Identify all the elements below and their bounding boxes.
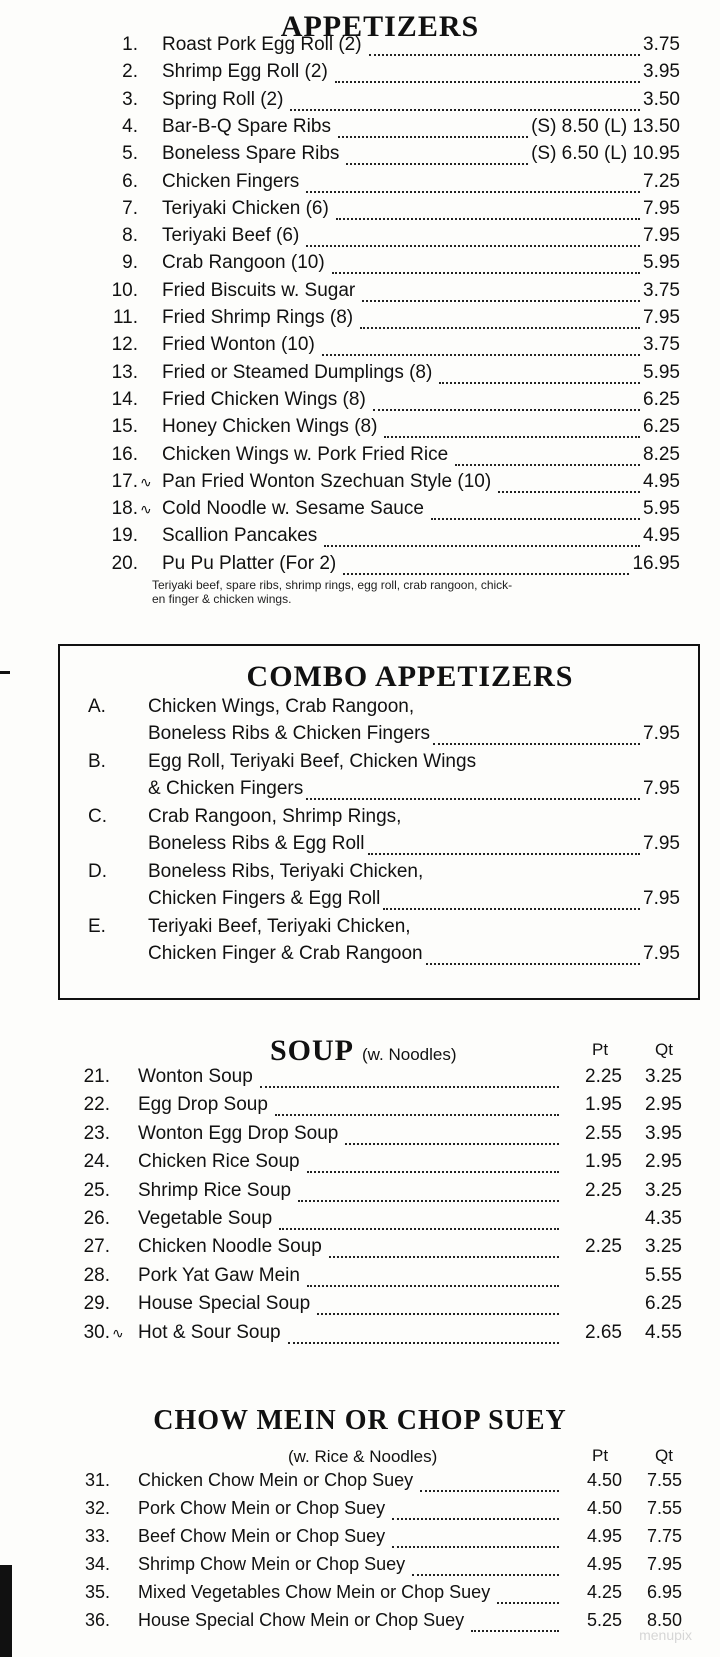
leader-dots bbox=[360, 326, 640, 329]
item-name: Chicken Chow Mein or Chop Suey bbox=[138, 1470, 414, 1490]
combo-item-line2 bbox=[148, 888, 680, 914]
item-number: 22. bbox=[83, 1094, 110, 1116]
item-number: 34. bbox=[84, 1554, 110, 1574]
leader-dots bbox=[345, 1142, 559, 1145]
item-price: 4.95 bbox=[643, 525, 680, 547]
item-price: 4.95 bbox=[643, 470, 680, 492]
hot-pepper-icon: ∿ bbox=[112, 1324, 122, 1341]
combo-desc-line2: & Chicken Fingers bbox=[148, 778, 304, 799]
item-number: 18. bbox=[111, 498, 138, 520]
item-number: 6. bbox=[122, 170, 138, 192]
combo-letter: D. bbox=[88, 861, 107, 882]
item-name: Chicken Wings w. Pork Fried Rice bbox=[162, 443, 449, 465]
soup-subtitle: (w. Noodles) bbox=[362, 1045, 457, 1064]
item-name: Hot & Sour Soup bbox=[138, 1321, 281, 1343]
pint-price: 2.25 bbox=[585, 1236, 622, 1258]
appetizers-title: APPETIZERS bbox=[280, 10, 480, 43]
quart-price: 7.55 bbox=[646, 1470, 682, 1490]
pint-price: 4.95 bbox=[586, 1526, 622, 1546]
item-price: 6.25 bbox=[643, 416, 680, 438]
menu-item-row bbox=[70, 1582, 682, 1608]
combo-desc-line2: Boneless Ribs & Egg Roll bbox=[148, 833, 365, 854]
menu-item-row bbox=[90, 116, 680, 142]
item-name: Fried Shrimp Rings (8) bbox=[162, 307, 354, 328]
menu-item-row bbox=[70, 1094, 682, 1120]
combo-price: 7.95 bbox=[643, 723, 680, 744]
item-price: 5.95 bbox=[643, 498, 680, 520]
leader-dots bbox=[362, 299, 640, 302]
combo-item-line2 bbox=[148, 833, 680, 859]
leader-dots bbox=[332, 271, 640, 274]
combo-item-line2 bbox=[148, 778, 680, 804]
quart-price: 4.55 bbox=[645, 1321, 682, 1343]
menu-item-row bbox=[70, 1123, 682, 1149]
combo-item-line1 bbox=[88, 861, 423, 887]
spicy-slot bbox=[138, 498, 152, 520]
menu-item-row bbox=[90, 416, 680, 442]
item-number: 2. bbox=[122, 61, 138, 83]
item-price: 3.75 bbox=[643, 279, 680, 301]
item-number: 19. bbox=[111, 525, 138, 547]
quart-price: 3.25 bbox=[645, 1236, 682, 1258]
item-name: Beef Chow Mein or Chop Suey bbox=[138, 1526, 386, 1546]
item-name: Bar-B-Q Spare Ribs bbox=[162, 115, 331, 137]
item-number: 29. bbox=[83, 1293, 110, 1315]
item-name: Egg Drop Soup bbox=[138, 1094, 268, 1116]
item-number: 26. bbox=[83, 1208, 110, 1229]
combo-item-line2 bbox=[148, 943, 680, 969]
item-name: Scallion Pancakes bbox=[162, 525, 318, 547]
item-name: Shrimp Rice Soup bbox=[138, 1179, 292, 1201]
item-price: 7.95 bbox=[643, 197, 680, 219]
item-name: Wonton Soup bbox=[138, 1066, 253, 1087]
quart-price: 3.25 bbox=[645, 1179, 682, 1201]
item-name: Fried Chicken Wings (8) bbox=[162, 388, 366, 410]
combo-price: 7.95 bbox=[643, 943, 680, 964]
chowmein-col-pt: Pt bbox=[592, 1446, 609, 1465]
soup-col-qt: Qt bbox=[655, 1040, 673, 1059]
combo-desc-line1: Chicken Wings, Crab Rangoon, bbox=[148, 696, 415, 717]
item-number: 3. bbox=[122, 88, 138, 110]
menu-item-row bbox=[90, 198, 680, 224]
combo-desc-line1: Crab Rangoon, Shrimp Rings, bbox=[148, 806, 402, 827]
leader-dots bbox=[392, 1517, 559, 1520]
combo-desc-line1: Egg Roll, Teriyaki Beef, Chicken Wings bbox=[148, 751, 477, 772]
chowmein-col-qt: Qt bbox=[655, 1446, 673, 1465]
leader-dots bbox=[288, 1341, 559, 1344]
menu-item-row bbox=[90, 143, 680, 169]
pint-price: 1.95 bbox=[585, 1151, 622, 1173]
combo-desc-line1: Boneless Ribs, Teriyaki Chicken, bbox=[148, 861, 424, 882]
leader-dots bbox=[306, 797, 640, 800]
leader-dots bbox=[455, 463, 640, 466]
menu-item-row bbox=[70, 1265, 682, 1291]
pint-price: 2.65 bbox=[585, 1321, 622, 1343]
hot-pepper-icon: ∿ bbox=[140, 473, 150, 490]
combo-letter: C. bbox=[88, 806, 107, 827]
menu-item-row bbox=[70, 1066, 682, 1092]
item-number: 4. bbox=[122, 115, 138, 137]
soup-col-pt: Pt bbox=[592, 1040, 609, 1059]
leader-dots bbox=[338, 135, 528, 138]
item-name: House Special Chow Mein or Chop Suey bbox=[138, 1610, 465, 1630]
menu-item-row bbox=[90, 334, 680, 360]
item-number: 25. bbox=[83, 1179, 110, 1201]
combo-price: 7.95 bbox=[643, 833, 680, 854]
menu-item-row bbox=[70, 1322, 682, 1348]
menu-item-row bbox=[70, 1470, 682, 1496]
item-number: 35. bbox=[84, 1582, 110, 1602]
leader-dots bbox=[426, 962, 640, 965]
pint-price: 4.95 bbox=[586, 1554, 622, 1574]
hot-pepper-icon: ∿ bbox=[140, 501, 150, 518]
item-number: 13. bbox=[111, 361, 138, 383]
item-number: 27. bbox=[83, 1236, 110, 1258]
item-price: 3.75 bbox=[643, 34, 680, 55]
quart-price: 2.95 bbox=[645, 1094, 682, 1116]
combo-title: COMBO APPETIZERS bbox=[246, 660, 574, 693]
leader-dots bbox=[431, 517, 640, 520]
item-number: 30. bbox=[83, 1321, 110, 1343]
combo-price: 7.95 bbox=[643, 778, 680, 799]
item-price: (S) 8.50 (L) 13.50 bbox=[531, 115, 680, 137]
menu-item-row bbox=[90, 34, 680, 60]
combo-desc-line2: Boneless Ribs & Chicken Fingers bbox=[148, 723, 430, 744]
leader-dots bbox=[307, 1284, 559, 1287]
quart-price: 3.25 bbox=[645, 1066, 682, 1087]
leader-dots bbox=[324, 544, 640, 547]
item-number: 33. bbox=[84, 1526, 110, 1546]
menu-item-row bbox=[70, 1498, 682, 1524]
item-number: 17. bbox=[111, 470, 138, 492]
menu-item-row bbox=[70, 1554, 682, 1580]
item-price: 3.95 bbox=[643, 61, 680, 83]
item-name: Fried Biscuits w. Sugar bbox=[162, 279, 356, 301]
menu-item-row bbox=[70, 1180, 682, 1206]
leader-dots bbox=[373, 408, 640, 411]
item-number: 8. bbox=[122, 225, 138, 247]
leader-dots bbox=[275, 1113, 559, 1116]
item-number: 15. bbox=[111, 416, 138, 438]
item-number: 16. bbox=[111, 443, 138, 465]
item-number: 20. bbox=[111, 552, 138, 574]
combo-letter: A. bbox=[88, 696, 106, 717]
item-name: Pan Fried Wonton Szechuan Style (10) bbox=[162, 470, 492, 492]
item-price: 5.95 bbox=[643, 252, 680, 274]
item-price: 8.25 bbox=[643, 443, 680, 465]
menu-item-row bbox=[90, 252, 680, 278]
menu-item-row bbox=[70, 1151, 682, 1177]
leader-dots bbox=[317, 1312, 559, 1315]
item-price: 7.95 bbox=[643, 307, 680, 328]
item-name: Honey Chicken Wings (8) bbox=[162, 416, 378, 438]
leader-dots bbox=[346, 162, 528, 165]
menu-item-row bbox=[90, 525, 680, 551]
item-price: 7.25 bbox=[643, 170, 680, 192]
item-name: Chicken Noodle Soup bbox=[138, 1236, 322, 1258]
item-price: (S) 6.50 (L) 10.95 bbox=[531, 143, 680, 165]
item-name: Cold Noodle w. Sesame Sauce bbox=[162, 498, 424, 520]
item-number: 21. bbox=[83, 1066, 110, 1087]
menu-item-row bbox=[90, 171, 680, 197]
scan-edge-mark bbox=[0, 1565, 12, 1657]
item-name: Spring Roll (2) bbox=[162, 88, 284, 110]
quart-price: 4.35 bbox=[645, 1208, 682, 1229]
soup-header bbox=[270, 1034, 457, 1068]
item-number: 7. bbox=[122, 197, 138, 219]
item-name: Wonton Egg Drop Soup bbox=[138, 1122, 339, 1144]
pint-price: 2.25 bbox=[585, 1179, 622, 1201]
item-number: 9. bbox=[122, 252, 138, 274]
chowmein-title: CHOW MEIN OR CHOP SUEY bbox=[153, 1405, 567, 1436]
item-number: 14. bbox=[111, 388, 138, 410]
leader-dots bbox=[336, 217, 640, 220]
quart-price: 6.25 bbox=[645, 1293, 682, 1315]
spicy-slot bbox=[138, 471, 152, 493]
item-price: 5.95 bbox=[643, 361, 680, 383]
quart-price: 5.55 bbox=[645, 1264, 682, 1286]
menu-item-row bbox=[90, 389, 680, 415]
item-name: Fried or Steamed Dumplings (8) bbox=[162, 361, 433, 383]
leader-dots bbox=[279, 1227, 559, 1230]
item-number: 11. bbox=[112, 307, 138, 328]
pint-price: 4.25 bbox=[586, 1582, 622, 1602]
menu-item-row bbox=[70, 1610, 682, 1636]
item-number: 12. bbox=[111, 334, 138, 356]
combo-item-line1 bbox=[88, 916, 411, 942]
leader-dots bbox=[368, 852, 641, 855]
item-name: Pork Chow Mein or Chop Suey bbox=[138, 1498, 386, 1518]
leader-dots bbox=[306, 244, 640, 247]
menu-item-row bbox=[90, 362, 680, 388]
menu-item-row bbox=[70, 1526, 682, 1552]
item-price: 3.50 bbox=[643, 88, 680, 110]
menu-item-row bbox=[90, 553, 680, 579]
item-name: Teriyaki Chicken (6) bbox=[162, 197, 329, 219]
leader-dots bbox=[306, 190, 640, 193]
item-name: Chicken Fingers bbox=[162, 170, 300, 192]
leader-dots bbox=[322, 353, 640, 356]
pint-price: 4.50 bbox=[586, 1470, 622, 1490]
pint-price: 2.55 bbox=[585, 1122, 622, 1144]
leader-dots bbox=[420, 1489, 559, 1492]
item-number: 1. bbox=[122, 34, 138, 55]
platter-note bbox=[152, 578, 512, 606]
combo-item-line1 bbox=[88, 806, 401, 832]
leader-dots bbox=[384, 435, 640, 438]
item-price: 6.25 bbox=[643, 388, 680, 410]
pint-price: 5.25 bbox=[586, 1610, 622, 1630]
pint-price: 2.25 bbox=[585, 1066, 622, 1087]
item-number: 23. bbox=[83, 1122, 110, 1144]
leader-dots bbox=[298, 1199, 559, 1202]
combo-desc-line1: Teriyaki Beef, Teriyaki Chicken, bbox=[148, 916, 411, 937]
menu-item-row bbox=[70, 1293, 682, 1319]
soup-title: SOUP bbox=[270, 1034, 355, 1067]
leader-dots bbox=[369, 53, 640, 56]
menu-item-row bbox=[90, 280, 680, 306]
menu-item-row bbox=[90, 498, 680, 524]
quart-price: 7.55 bbox=[646, 1498, 682, 1518]
combo-desc-line2: Chicken Fingers & Egg Roll bbox=[148, 888, 381, 909]
leader-dots bbox=[383, 907, 640, 910]
item-name: Pu Pu Platter (For 2) bbox=[162, 552, 337, 574]
item-number: 5. bbox=[122, 143, 138, 165]
platter-note-line2: en finger & chicken wings. bbox=[152, 592, 292, 606]
item-price: 7.95 bbox=[643, 225, 680, 247]
menu-item-row bbox=[90, 225, 680, 251]
item-number: 36. bbox=[84, 1610, 110, 1630]
chowmein-subtitle: (w. Rice & Noodles) bbox=[288, 1447, 438, 1466]
leader-dots bbox=[335, 80, 640, 83]
quart-price: 6.95 bbox=[646, 1582, 682, 1602]
leader-dots bbox=[343, 572, 629, 575]
item-name: Crab Rangoon (10) bbox=[162, 252, 325, 274]
item-name: Pork Yat Gaw Mein bbox=[138, 1264, 300, 1286]
quart-price: 7.75 bbox=[646, 1526, 682, 1546]
menu-item-row bbox=[90, 89, 680, 115]
menu-item-row bbox=[70, 1236, 682, 1262]
pint-price: 4.50 bbox=[586, 1498, 622, 1518]
item-name: Vegetable Soup bbox=[138, 1208, 273, 1229]
item-name: Shrimp Chow Mein or Chop Suey bbox=[138, 1554, 406, 1574]
quart-price: 2.95 bbox=[645, 1151, 682, 1173]
item-name: Chicken Rice Soup bbox=[138, 1151, 300, 1173]
quart-price: 3.95 bbox=[645, 1122, 682, 1144]
menu-item-row bbox=[90, 444, 680, 470]
item-number: 24. bbox=[83, 1151, 110, 1173]
leader-dots bbox=[471, 1629, 559, 1632]
quart-price: 8.50 bbox=[646, 1610, 682, 1630]
spicy-slot bbox=[110, 1322, 128, 1344]
leader-dots bbox=[498, 490, 640, 493]
menu-item-row bbox=[90, 61, 680, 87]
item-name: Mixed Vegetables Chow Mein or Chop Suey bbox=[138, 1582, 491, 1602]
item-number: 31. bbox=[84, 1470, 110, 1490]
combo-desc-line2: Chicken Finger & Crab Rangoon bbox=[148, 943, 423, 964]
watermark: menupix bbox=[639, 1627, 692, 1643]
leader-dots bbox=[392, 1545, 559, 1548]
item-price: 16.95 bbox=[632, 552, 680, 574]
combo-item-line1 bbox=[88, 751, 476, 777]
item-name: Shrimp Egg Roll (2) bbox=[162, 61, 328, 83]
item-price: 3.75 bbox=[643, 334, 680, 356]
menu-item-row bbox=[70, 1208, 682, 1234]
item-number: 10. bbox=[111, 279, 138, 301]
leader-dots bbox=[307, 1170, 559, 1173]
leader-dots bbox=[439, 381, 640, 384]
item-number: 32. bbox=[84, 1498, 110, 1518]
item-name: Teriyaki Beef (6) bbox=[162, 225, 300, 247]
leader-dots bbox=[290, 108, 640, 111]
combo-item-line1 bbox=[88, 696, 414, 722]
item-name: House Special Soup bbox=[138, 1293, 311, 1315]
leader-dots bbox=[260, 1085, 559, 1088]
item-name: Fried Wonton (10) bbox=[162, 334, 315, 356]
item-name: Boneless Spare Ribs bbox=[162, 143, 340, 165]
combo-item-line2 bbox=[148, 723, 680, 749]
combo-letter: E. bbox=[88, 916, 106, 937]
quart-price: 7.95 bbox=[646, 1554, 682, 1574]
leader-dots bbox=[412, 1573, 559, 1576]
item-number: 28. bbox=[83, 1264, 110, 1286]
leader-dots bbox=[497, 1601, 559, 1604]
leader-dots bbox=[433, 742, 640, 745]
combo-letter: B. bbox=[88, 751, 106, 772]
menu-item-row bbox=[90, 307, 680, 333]
pint-price: 1.95 bbox=[585, 1094, 622, 1116]
combo-price: 7.95 bbox=[643, 888, 680, 909]
platter-note-line1: Teriyaki beef, spare ribs, shrimp rings, egg roll, crab rangoon, chick- bbox=[152, 578, 513, 592]
menu-item-row bbox=[90, 471, 680, 497]
item-name: Roast Pork Egg Roll (2) bbox=[162, 34, 362, 55]
leader-dots bbox=[329, 1255, 559, 1258]
